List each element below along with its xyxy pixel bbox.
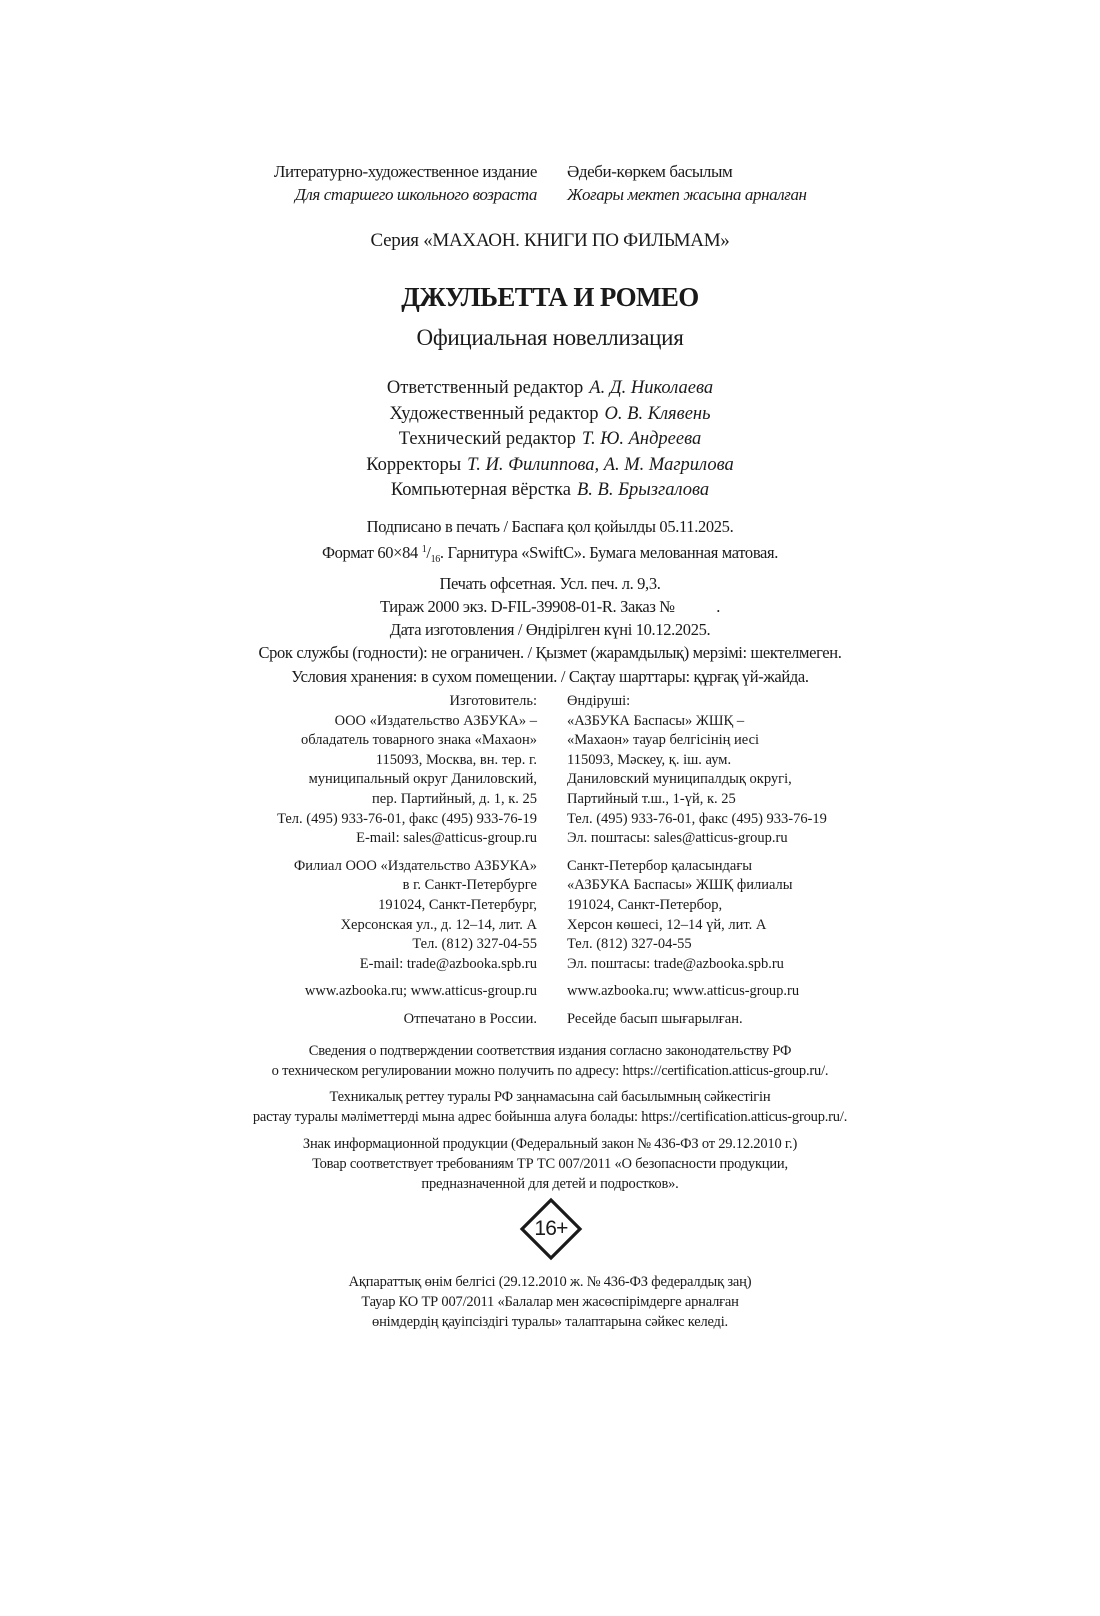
branch-ru-email: E-mail: trade@azbooka.spb.ru	[359, 955, 537, 972]
branch-kz-line: Херсон көшесі, 12–14 үй, лит. А	[567, 916, 767, 933]
certification-ru-line: о техническом регулировании можно получить по адресу: https://certification.atticus-group.ru/.	[271, 1063, 829, 1079]
certification-kz-line: Техникалық реттеу туралы РФ заңнамасына сай басылымның сәйкестігін	[329, 1089, 771, 1105]
branch-ru-line: Тел. (812) 327-04-55	[412, 936, 537, 953]
credit-name: А. Д. Николаева	[589, 378, 714, 398]
certification-kz-line: растау туралы мәліметтерді мына адрес бойынша алуға болады: https://certification.atticus-group.ru/.	[252, 1109, 848, 1125]
branch-kz-line: 191024, Санкт-Петербор,	[567, 896, 723, 913]
branch-kz-line: Тел. (812) 327-04-55	[567, 936, 692, 953]
storage-conditions: Условия хранения: в сухом помещении. / Сақтау шарттары: құрғақ үй-жайда.	[291, 666, 809, 686]
manufacturer-ru-line: обладатель товарного знака «Махаон»	[301, 732, 537, 749]
credit-role: Технический редактор	[398, 429, 576, 449]
manufacturer-kz-line: 115093, Мәскеу, қ. іш. аум.	[567, 751, 732, 768]
shelf-life: Срок службы (годности): не ограничен. / Қызмет (жарамдылық) мерзімі: шектелмеген.	[258, 643, 842, 663]
credit-name: В. В. Брызгалова	[576, 480, 710, 500]
info-sign-ru	[0, 1134, 1100, 1194]
credits-block	[0, 376, 1100, 504]
manufacturer-ru-line: 115093, Москва, вн. тер. г.	[375, 751, 537, 768]
certification-ru	[0, 1041, 1100, 1081]
manufacturer-ru-line: пер. Партийный, д. 1, к. 25	[372, 790, 537, 807]
manufacturer-ru-email: E-mail: sales@atticus-group.ru	[356, 830, 537, 847]
format-denominator: 16	[430, 554, 440, 566]
manufacturer-kz-email: Эл. поштасы: sales@atticus-group.ru	[567, 830, 788, 847]
manufacturer-kz-line: Партийный т.ш., 1-үй, к. 25	[567, 790, 736, 807]
format-line: Формат 60×84 $^1/_{16}$. Гарнитура «SwiftC». Бумага мелованная матовая.	[321, 543, 779, 566]
age-group-kz: Жоғары мектеп жасына арналған	[567, 185, 807, 204]
credit-name: Т. Ю. Андреева	[581, 429, 702, 449]
age-rating-label: 16+	[534, 1217, 568, 1240]
branch-ru-line: в г. Санкт-Петербурге	[402, 877, 537, 894]
info-sign-kz-line: Ақпараттық өнім белгісі (29.12.2010 ж. № 436-ФЗ федералдық заң)	[348, 1274, 752, 1290]
credit-line	[0, 427, 1100, 453]
print-run: Тираж 2000 экз. D-FIL-39908-01-R. Заказ № .	[379, 596, 721, 616]
manufacturer-kz-line: «АЗБУКА Баспасы» ЖШҚ –	[567, 712, 745, 729]
websites-kz: www.azbooka.ru; www.atticus-group.ru	[567, 983, 800, 1000]
branch-kz-email: Эл. поштасы: trade@azbooka.spb.ru	[567, 955, 784, 972]
book-subtitle: Официальная новеллизация	[416, 325, 684, 350]
print-info: Печать офсетная. Усл. печ. л. 9,3.	[439, 573, 661, 593]
info-sign-kz	[0, 1272, 1100, 1332]
book-title: ДЖУЛЬЕТТА И РОМЕО	[401, 282, 699, 312]
branch-ru-line: Филиал ООО «Издательство АЗБУКА»	[293, 857, 537, 874]
age-group-ru: Для старшего школьного возраста	[294, 185, 537, 204]
info-sign-ru-line: Товар соответствует требованиям ТР ТС 007/2011 «О безопасности продукции,	[312, 1156, 788, 1172]
edition-type-header	[0, 160, 1100, 206]
certification-ru-line: Сведения о подтверждении соответствия издания согласно законодательству РФ	[308, 1043, 792, 1059]
format-prefix: Формат 60×84	[321, 543, 418, 563]
credit-role: Художественный редактор	[389, 403, 599, 424]
info-sign-ru-line: предназначенной для детей и подростков».	[421, 1176, 679, 1192]
printed-in-kz: Ресейде басып шығарылған.	[567, 1010, 743, 1027]
edition-type-kz: Әдеби-көркем басылым	[567, 162, 733, 181]
credit-line	[0, 376, 1100, 402]
credit-name: О. В. Клявень	[604, 403, 711, 424]
branch-kz-line: «АЗБУКА Баспасы» ЖШҚ филиалы	[567, 877, 793, 894]
info-sign-kz-line: өнімдердің қауіпсіздігі туралы» талаптарына сәйкес келеді.	[372, 1314, 728, 1330]
branch-kz-line: Санкт-Петербор қаласындағы	[567, 857, 753, 874]
signed-date: Подписано в печать / Баспаға қол қойылды 05.11.2025.	[366, 517, 734, 536]
info-sign-kz-line: Тауар КО ТР 007/2011 «Балалар мен жасөспірімдерге арналған	[361, 1294, 739, 1310]
manufacturer-kz-line: «Махаон» тауар белгісінің иесі	[567, 732, 760, 749]
manufacturer-kz-line: Даниловский муниципалдық округі,	[567, 771, 792, 788]
printed-in-ru: Отпечатано в России.	[403, 1010, 537, 1027]
edition-type-ru: Литературно-художественное издание	[273, 162, 537, 181]
credit-role: Компьютерная вёрстка	[390, 480, 571, 500]
manufacturer-kz-line: Өндіруші:	[567, 693, 631, 709]
addresses-block	[0, 692, 1100, 1030]
credit-line	[0, 478, 1100, 504]
manufacturer-ru-line: муниципальный округ Даниловский,	[308, 771, 537, 788]
credit-line	[0, 453, 1100, 479]
credit-role: Ответственный редактор	[386, 378, 584, 398]
websites-ru: www.azbooka.ru; www.atticus-group.ru	[304, 983, 537, 1000]
credit-name: Т. И. Филиппова, А. М. Магрилова	[467, 454, 734, 475]
format-suffix: . Гарнитура «SwiftC». Бумага мелованная матовая.	[439, 543, 779, 563]
imprint-block	[0, 515, 1100, 688]
manufacture-date: Дата изготовления / Өндірілген күні 10.12.2025.	[389, 620, 711, 640]
certification-kz	[0, 1087, 1100, 1127]
manufacturer-ru-line: ООО «Издательство АЗБУКА» –	[334, 712, 537, 729]
branch-ru-line: Херсонская ул., д. 12–14, лит. А	[340, 916, 537, 933]
branch-ru-line: 191024, Санкт-Петербург,	[378, 896, 537, 913]
series-name: Серия «МАХАОН. КНИГИ ПО ФИЛЬМАМ»	[370, 230, 730, 251]
manufacturer-ru-line: Изготовитель:	[449, 693, 537, 709]
info-sign-ru-line: Знак информационной продукции (Федеральный закон № 436-ФЗ от 29.12.2010 г.)	[302, 1136, 798, 1152]
credit-line	[0, 402, 1100, 428]
manufacturer-ru-line: Тел. (495) 933-76-01, факс (495) 933-76-19	[277, 810, 537, 827]
age-rating-badge	[519, 1197, 583, 1261]
manufacturer-kz-line: Тел. (495) 933-76-01, факс (495) 933-76-19	[567, 810, 827, 827]
format-numerator: 1	[421, 544, 427, 556]
credit-role: Корректоры	[366, 454, 462, 475]
